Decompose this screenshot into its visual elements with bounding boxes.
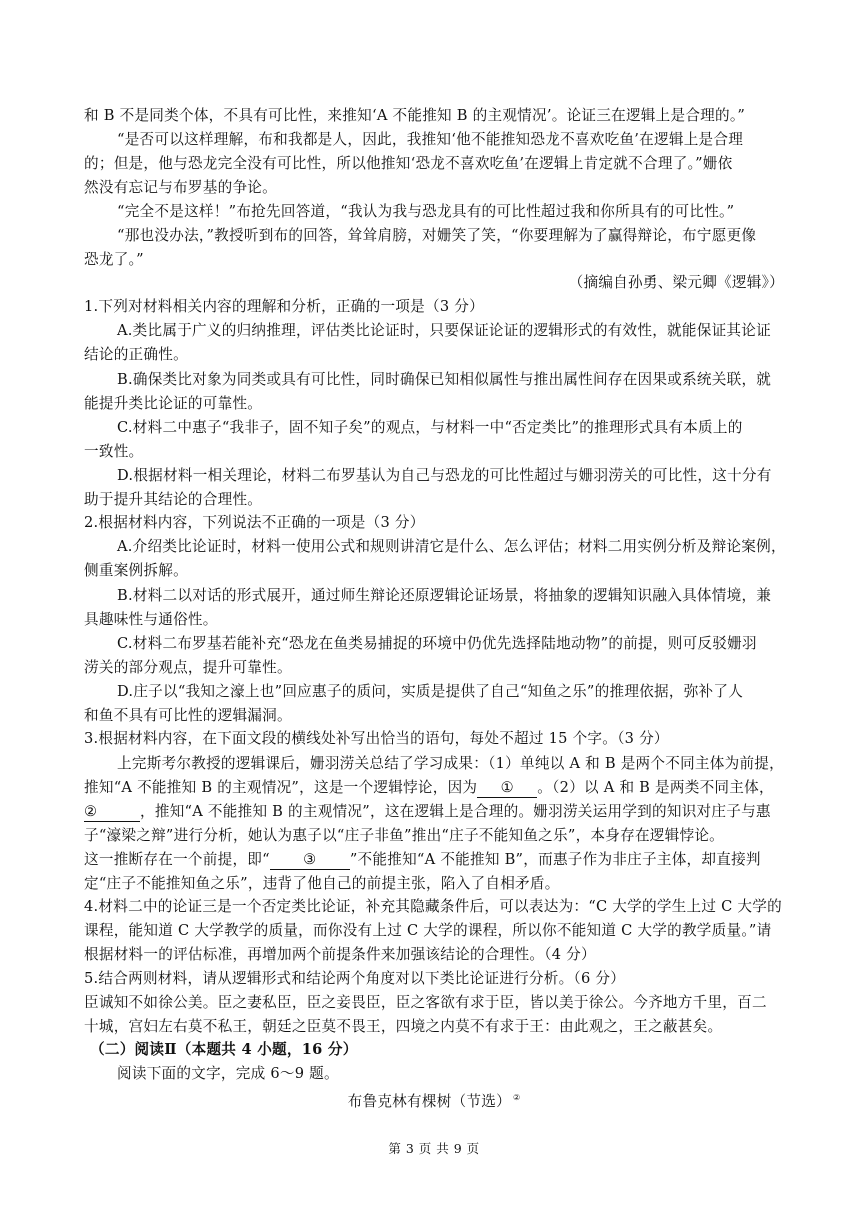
q3-text-segment: ”不能推知“A 不能推知 B”，而惠子作为非庄子主体，却直接判 [349,851,761,868]
q3-text-segment: 这一推断存在一个前提，即“ [84,851,270,868]
question-3-stem: 3.根据材料内容，在下面文段的横线处补写出恰当的语句，每处不超过 15 个字。（3 分） [84,730,669,747]
q3-text-segment: ，推知“A 不能推知 B 的主观情况”，这在逻辑上是合理的。姗羽涝关运用学到的知识对庄子与惠 [140,803,771,820]
q1-option-c-cont: 一致性。 [84,443,144,460]
q3-text-segment: 。（2）以 A 和 B 是两类不同主体， [537,779,774,796]
q2-option-b-cont: 具趣味性与通俗性。 [84,611,218,628]
q2-option-c: C.材料二布罗基若能补充“恐龙在鱼类易捕捉的环境中仍优先选择陆地动物”的前提，则可反驳姗羽 [117,635,757,652]
question-5-quote: 臣诚知不如徐公美。臣之妻私臣，臣之妾畏臣，臣之客欲有求于臣，皆以美于徐公。今齐地方千里，百二 [84,994,767,1011]
q1-option-d: D.根据材料一相关理论，材料二布罗基认为自己与恐龙的可比性超过与姗羽涝关的可比性，这十分有 [117,467,772,484]
blank-3[interactable]: ③ [270,851,350,870]
instruction-line: 阅读下面的文字，完成 6～9 题。 [117,1065,339,1082]
source-citation: （摘编自孙勇、梁元卿《逻辑》） [568,274,784,291]
text-line: 然没有忘记与布罗基的争论。 [84,179,277,196]
question-4-cont: 根据材料一的评估标准，再增加两个前提条件来加强该结论的合理性。（4 分） [84,946,596,963]
q3-text-segment: 推知“A 不能推知 B 的主观情况”，这是一个逻辑悖论，因为 [84,779,478,796]
section-heading: （二）阅读Ⅱ（本题共 4 小题，16 分） [90,1041,358,1058]
question-4-stem: 4.材料二中的论证三是一个否定类比论证，补充其隐藏条件后，可以表达为：“C 大学的学生上过 C 大学的 [84,898,782,915]
q2-option-c-cont: 涝关的部分观点，提升可靠性。 [84,659,292,676]
q3-passage-line [84,778,784,798]
q2-option-d: D.庄子以“我知之濠上也”回应惠子的质问，实质是提供了自己“知鱼之乐”的推理依据，弥补了人 [117,683,744,700]
q3-passage-line: 上完斯考尔教授的逻辑课后，姗羽涝关总结了学习成果：（1）单纯以 A 和 B 是两个不同主体为前提， [117,755,784,772]
question-4-cont: 课程，能知道 C 大学教学的质量，而你没有上过 C 大学的课程，所以你不能知道 C 大学的教学质量。”请 [84,922,772,939]
q1-option-b-cont: 能提升类比论证的可靠性。 [84,395,263,412]
question-5-quote: 十城，宫妇左右莫不私王，朝廷之臣莫不畏王，四境之内莫不有求于王：由此观之，王之蔽甚矣。 [84,1018,723,1035]
q1-option-d-cont: 助于提升其结论的合理性。 [84,491,263,508]
article-title [0,1088,868,1112]
text-line: 的；但是，他与恐龙完全没有可比性，所以他推知‘恐龙不喜欢吃鱼’在逻辑上肯定就不合理了。”姗依 [84,155,733,172]
q2-option-b: B.材料二以对话的形式展开，通过师生辩论还原逻辑论证场景，将抽象的逻辑知识融入具体情境，兼 [117,587,772,604]
q2-option-a-cont: 侧重案例拆解。 [84,562,188,579]
text-line: “完全不是这样！”布抢先回答道，“我认为我与恐龙具有的可比性超过我和你所具有的可比性。” [117,203,735,220]
page-footer: 第 3 页 共 9 页 [388,1141,480,1156]
q2-option-a: A.介绍类比论证时，材料一使用公式和规则讲清它是什么、怎么评估；材料二用实例分析及辩论案例， [117,538,786,555]
text-line: “那也没办法，”教授听到布的回答，耸耸肩膀，对姗笑了笑，“你要理解为了赢得辩论，布宁愿更像 [117,227,757,244]
article-title-text: 布鲁克林有棵树（节选） [347,1092,511,1110]
q1-option-a: A.类比属于广义的归纳推理，评估类比论证时，只要保证论证的逻辑形式的有效性，就能保证其论证 [117,322,771,339]
q1-option-b: B.确保类比对象为同类或具有可比性，同时确保已知相似属性与推出属性间存在因果或系统关联，就 [117,371,772,388]
blank-2[interactable]: ② [84,803,140,822]
text-line: 和 B 不是同类个体，不具有可比性，来推知‘A 不能推知 B 的主观情况’。论证三在逻辑上是合理的。” [84,107,746,124]
q1-option-c: C.材料二中惠子“我非子，固不知子矣”的观点，与材料一中“否定类比”的推理形式具有本质上的 [117,419,743,436]
question-1-stem: 1.下列对材料相关内容的理解和分析，正确的一项是（3 分） [84,298,484,315]
text-line: 恐龙了。” [84,251,144,268]
footnote-marker: ② [512,1093,521,1102]
q3-passage-line [84,850,784,870]
blank-1[interactable]: ① [477,779,537,798]
q2-option-d-cont: 和鱼不具有可比性的逻辑漏洞。 [84,707,292,724]
q3-passage-line: 子“濠梁之辩”进行分析，她认为惠子以“庄子非鱼”推出“庄子不能知鱼之乐”，本身存在逻辑悖论。 [84,827,725,844]
question-5-stem: 5.结合两则材料，请从逻辑形式和结论两个角度对以下类比论证进行分析。（6 分） [84,970,626,987]
question-2-stem: 2.根据材料内容，下列说法不正确的一项是（3 分） [84,514,425,531]
q3-passage-line [84,802,784,822]
q1-option-a-cont: 结论的正确性。 [84,346,188,363]
q3-passage-line: 定“庄子不能推知鱼之乐”，违背了他自己的前提主张，陷入了自相矛盾。 [84,875,560,892]
text-line: “是否可以这样理解，布和我都是人，因此，我推知‘他不能推知恐龙不喜欢吃鱼’在逻辑上是合理 [117,131,744,148]
